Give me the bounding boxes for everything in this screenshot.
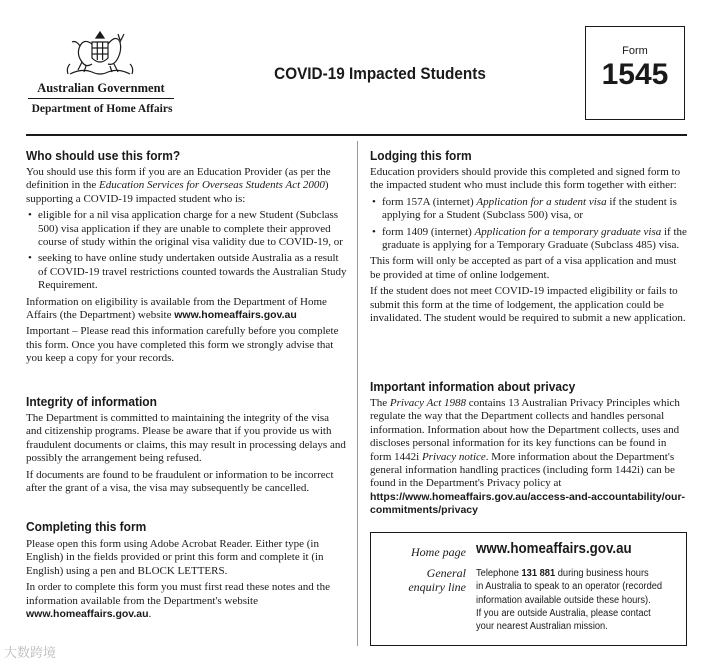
- list-item: • form 157A (internet) Application for a student visa if the student is applying for a Student (Subclass 500) visa, or: [370, 196, 688, 223]
- integrity-p1: The Department is committed to maintaining the integrity of the visa and citizenship programs. Please be aware that if you provide us with fraudulent documents or claims, this may result in processing delays and possibly the arrangement being refused.: [26, 412, 346, 465]
- completing-heading: Completing this form: [26, 519, 147, 534]
- completing-section: [26, 538, 347, 624]
- enquiry-label: General enquiry line: [408, 566, 466, 594]
- enquiry-details: Telephone 131 881 during business hours in Australia to speak to an operator (recorded information available outside these hours). If you are outside Australia, please contact your nearest Australian mission.: [476, 568, 663, 633]
- list-item: • form 1409 (internet) Application for a temporary graduate visa if the graduate is applying for a Temporary Graduate (Subclass 485) visa.: [370, 226, 688, 253]
- watermark: 大数跨境: [4, 646, 57, 661]
- page-title: COVID-19 Impacted Students: [274, 64, 486, 83]
- privacy-policy-link[interactable]: https://www.homeaffairs.gov.au/access-and-accountability/our-commitments/privacy: [370, 490, 686, 517]
- who-intro: You should use this form if you are an Education Provider (as per the definition in the Education Services for Overseas Students Act 2000) supporting a COVID-19 impacted student who is:: [26, 166, 331, 205]
- form-label: Form: [622, 45, 648, 57]
- list-item: • seeking to have online study undertaken outside Australia as a result of COVID-19 travel restrictions counted towards the Australian Study Requirement.: [26, 252, 347, 292]
- who-important: Important – Please read this information carefully before you complete this form. Once you have completed this form we strongly advise that you keep a copy for your records.: [26, 325, 339, 365]
- form-number: 1545: [601, 58, 669, 91]
- website-link[interactable]: www.homeaffairs.gov.au: [174, 309, 297, 322]
- lodging-heading: Lodging this form: [370, 148, 472, 163]
- department-name: Department of Home Affairs: [31, 103, 173, 115]
- header-divider: [28, 98, 174, 99]
- home-page-label: Home page: [411, 545, 466, 559]
- privacy-p1: The Privacy Act 1988 contains 13 Australian Privacy Principles which regulate the way that the Department collects and handles personal information. Information about how the Department collects, uses and discloses personal information for its key functions can be found in form 1442i Privacy notice. More information about the Department's general information handling practices (including form 1442i) can be found in the Department's Privacy policy at https://www.homeaffairs.gov.au/access-and-accountability/our-commitments/privacy: [370, 397, 686, 517]
- telephone-number: 131 881: [521, 568, 556, 579]
- lodging-p2: This form will only be accepted as part of a visa application and must be provided at time of online lodgement.: [370, 255, 677, 281]
- integrity-p2: If documents are found to be fraudulent or information to be incorrect after the grant of a visa, the visa may subsequently be cancelled.: [26, 468, 334, 495]
- website-link[interactable]: www.homeaffairs.gov.au: [26, 608, 149, 621]
- government-name: Australian Government: [37, 81, 165, 95]
- completing-p2: In order to complete this form you must first read these notes and the information available from the Department's website www.homeaffairs.gov.au.: [26, 581, 330, 621]
- who-heading: Who should use this form?: [26, 148, 181, 163]
- integrity-section: [26, 412, 347, 498]
- column-divider: [357, 141, 358, 646]
- who-bullets: [26, 209, 347, 292]
- lodging-p1: Education providers should provide this completed and signed form to the impacted student who must include this form together with either:: [370, 166, 681, 192]
- who-section: [26, 166, 347, 369]
- integrity-heading: Integrity of information: [26, 394, 157, 409]
- who-eligibility: Information on eligibility is available from the Department of Home Affairs (the Department) website www.homeaffairs.gov.au: [26, 295, 327, 322]
- privacy-section: [370, 397, 688, 521]
- top-divider: [26, 134, 687, 136]
- list-item: • eligible for a nil visa application charge for a new Student (Subclass 500) visa application if they are unable to complete their approved course of study within the original visa validity due to COVID-19, or: [26, 209, 347, 249]
- lodging-p3: If the student does not meet COVID-19 impacted eligibility or fails to submit this form at the time of lodgement, the application could be invalidated. The student would be required to submit a new application.: [370, 285, 686, 325]
- completing-p1: Please open this form using Adobe Acrobat Reader. Either type (in English) in the fields provided or print this form and complete it (in English) using a pen and BLOCK LETTERS.: [26, 538, 324, 577]
- lodging-section: [370, 166, 688, 328]
- home-page-link[interactable]: www.homeaffairs.gov.au: [476, 541, 632, 557]
- lodging-bullets: [370, 196, 688, 253]
- privacy-heading: Important information about privacy: [370, 379, 576, 394]
- coat-of-arms-icon: [62, 24, 138, 80]
